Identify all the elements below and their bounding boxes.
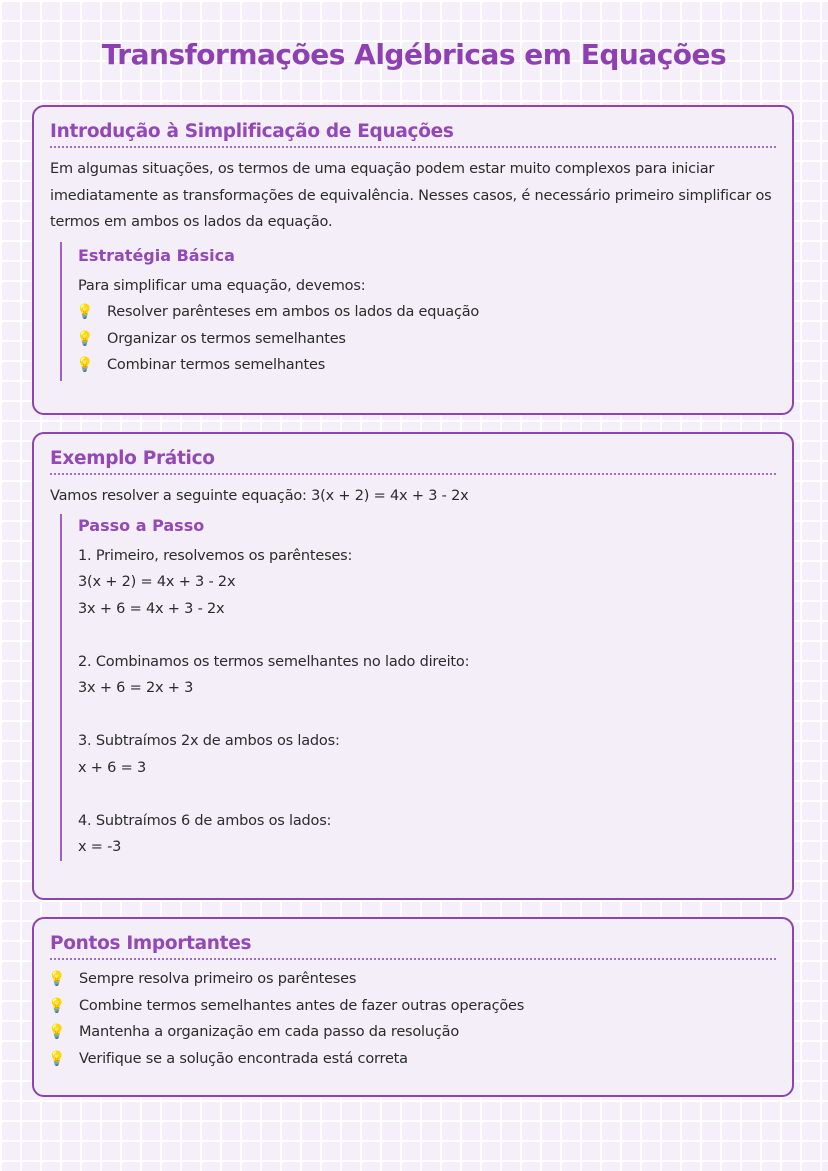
- lightbulb-icon: 💡: [48, 971, 66, 987]
- step-line: x + 6 = 3: [78, 759, 146, 776]
- list-item: 💡 Resolver parênteses em ambos os lados da equação: [78, 299, 776, 326]
- lightbulb-icon: 💡: [76, 330, 94, 347]
- example-heading: Exemplo Prático: [50, 448, 776, 475]
- list-item: 💡 Mantenha a organização em cada passo da resolução: [50, 1019, 776, 1046]
- lightbulb-icon: 💡: [48, 997, 66, 1014]
- step-line: x = -3: [78, 839, 122, 855]
- step-line: 2. Combinamos os termos semelhantes no lado direito:: [78, 653, 470, 670]
- points-heading: Pontos Importantes: [50, 933, 776, 960]
- intro-heading: Introdução à Simplificação de Equações: [50, 121, 776, 148]
- strategy-list: [78, 299, 776, 379]
- strategy-lead: Para simplificar uma equação, devemos:: [78, 277, 366, 294]
- lightbulb-icon: 💡: [76, 357, 94, 373]
- list-item: 💡 Organizar os termos semelhantes: [78, 326, 776, 353]
- list-item: 💡 Sempre resolva primeiro os parênteses: [50, 966, 776, 993]
- step-line: 3(x + 2) = 4x + 3 - 2x: [78, 574, 236, 590]
- step-line: 1. Primeiro, resolvemos os parênteses:: [78, 547, 353, 564]
- list-item: 💡 Combinar termos semelhantes: [78, 352, 776, 379]
- example-lead: Vamos resolver a seguinte equação: 3(x + 2) = 4x + 3 - 2x: [50, 488, 469, 504]
- step-line: 3. Subtraímos 2x de ambos os lados:: [78, 733, 340, 749]
- example-card: [32, 432, 794, 900]
- step-line: 3x + 6 = 2x + 3: [78, 680, 194, 696]
- step-line: 4. Subtraímos 6 de ambos os lados:: [78, 812, 332, 829]
- strategy-heading: Estratégia Básica: [78, 245, 235, 265]
- page-title: Transformações Algébricas em Equações: [101, 38, 727, 71]
- steps-block: [60, 514, 776, 861]
- points-list: [50, 966, 776, 1072]
- points-card: [32, 917, 794, 1097]
- list-item: 💡 Combine termos semelhantes antes de fazer outras operações: [50, 993, 776, 1020]
- list-item: 💡 Verifique se a solução encontrada está correta: [50, 1046, 776, 1073]
- intro-paragraph: Em algumas situações, os termos de uma equação podem estar muito complexos para iniciar imediatamente as transformações de equivalência. Nesses casos, é necessário primeiro simplificar os termos em ambos os lados da equação.: [50, 161, 772, 230]
- steps-heading: Passo a Passo: [78, 515, 205, 535]
- strategy-block: [60, 242, 776, 381]
- lightbulb-icon: 💡: [48, 1050, 66, 1067]
- lightbulb-icon: 💡: [48, 1024, 66, 1040]
- intro-card: [32, 105, 794, 415]
- step-line: 3x + 6 = 4x + 3 - 2x: [78, 600, 225, 617]
- lightbulb-icon: 💡: [76, 304, 94, 320]
